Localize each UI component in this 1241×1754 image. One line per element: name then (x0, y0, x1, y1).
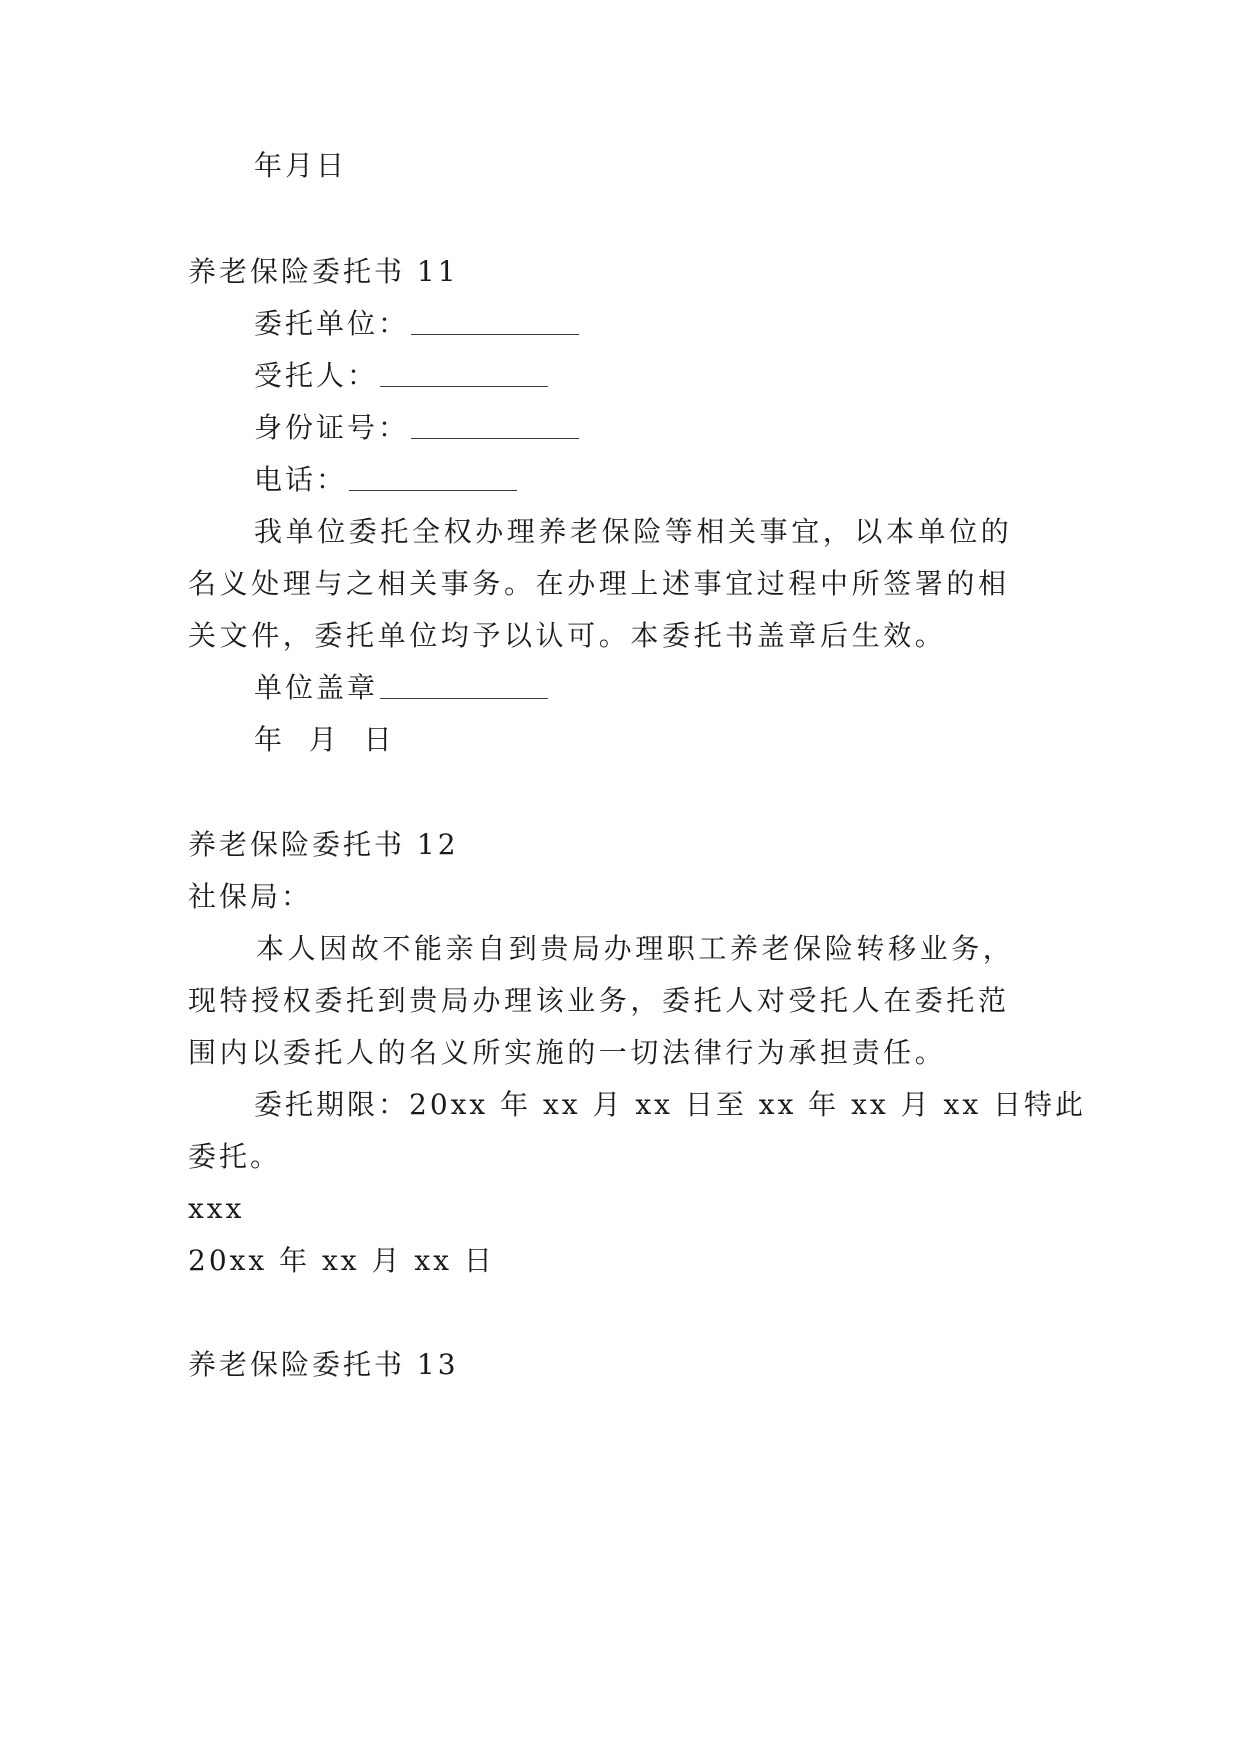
signer: xxx (188, 1192, 245, 1225)
field-label: 身份证号： (254, 411, 410, 444)
field-id-number (0, 408, 1241, 448)
section-title-11: 养老保险委托书 11 (188, 255, 459, 288)
signature-date: 20xx 年 xx 月 xx 日 (188, 1244, 495, 1277)
body-line: 围内以委托人的名义所实施的一切法律行为承担责任。 (188, 1036, 947, 1069)
section-title-13: 养老保险委托书 13 (188, 1348, 459, 1381)
field-label: 电话： (254, 463, 348, 496)
field-trustee (0, 356, 1241, 396)
body-line: 关文件，委托单位均予以认可。本委托书盖章后生效。 (188, 619, 947, 652)
blank-line (411, 412, 579, 439)
addressee: 社保局： (188, 880, 313, 913)
term-line: 委托。 (188, 1140, 282, 1173)
section-title-12: 养老保险委托书 12 (188, 828, 459, 861)
blank-line (349, 464, 517, 491)
body-line: 我单位委托全权办理养老保险等相关事宜，以本单位的 (254, 515, 1013, 548)
field-label: 受托人： (254, 359, 379, 392)
field-label: 委托单位： (254, 307, 410, 340)
seal-line (0, 668, 1241, 708)
seal-label: 单位盖章 (254, 671, 379, 704)
term-line: 委托期限：20xx 年 xx 月 xx 日至 xx 年 xx 月 xx 日特此 (254, 1088, 1087, 1121)
body-line: 本人因故不能亲自到贵局办理职工养老保险转移业务， (256, 932, 1015, 965)
body-line: 名义处理与之相关事务。在办理上述事宜过程中所签署的相 (188, 567, 1010, 600)
field-phone (0, 460, 1241, 500)
date-line-top: 年月日 (254, 149, 348, 182)
date-line: 年 月 日 (254, 723, 395, 756)
blank-line (411, 308, 579, 335)
field-entrusting-unit (0, 304, 1241, 344)
body-line: 现特授权委托到贵局办理该业务，委托人对受托人在委托范 (188, 984, 1010, 1017)
blank-line (380, 360, 548, 387)
blank-line (380, 672, 548, 699)
